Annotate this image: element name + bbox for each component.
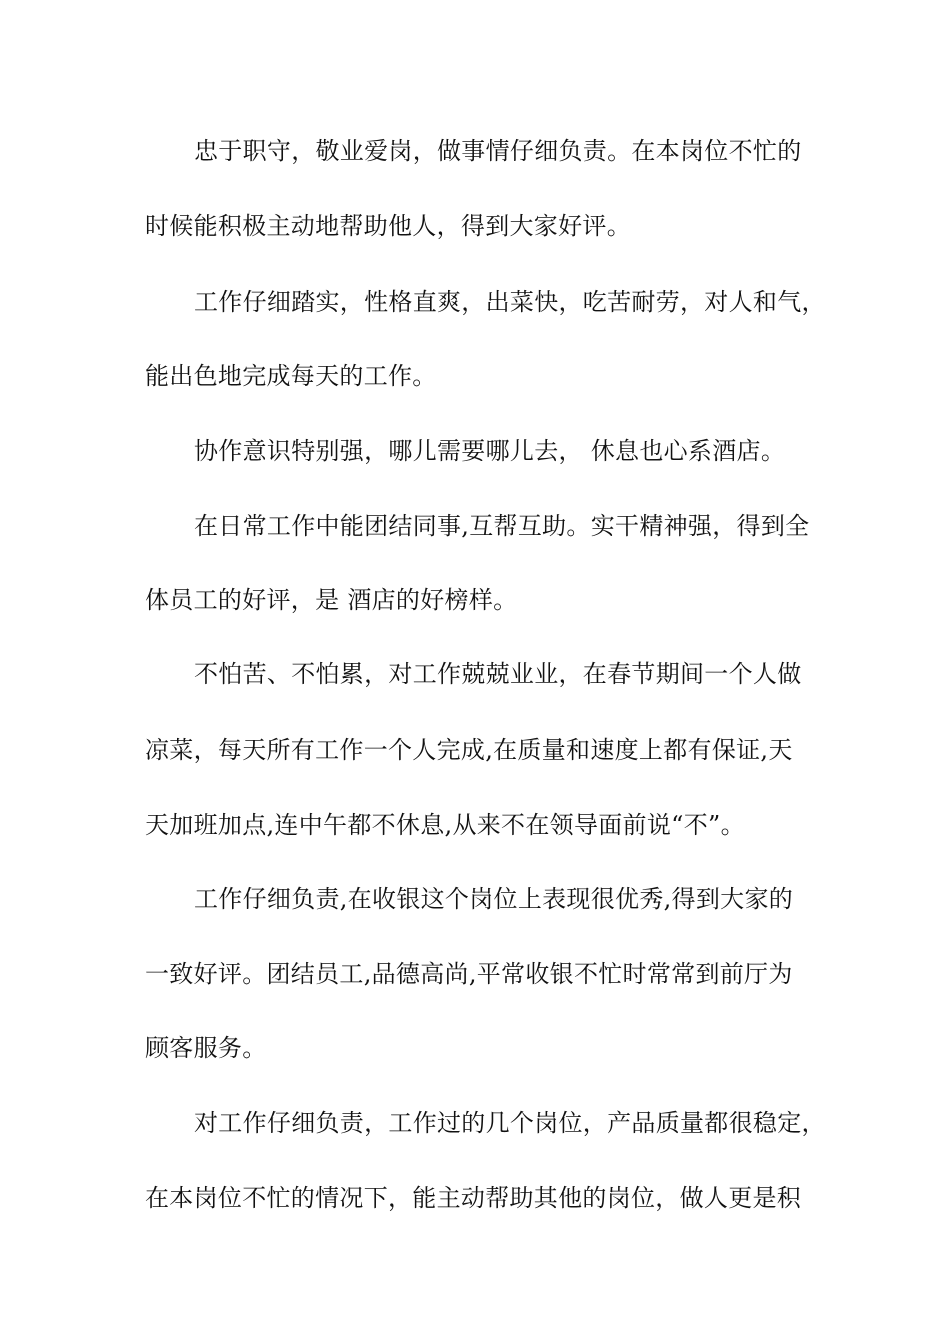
- text-line: 协作意识特别强，哪儿需要哪儿去， 休息也心系酒店。: [194, 437, 786, 465]
- text-line: 工作仔细踏实，性格直爽，出菜快，吃苦耐劳，对人和气，: [194, 288, 826, 316]
- text-line: 时候能积极主动地帮助他人，得到大家好评。: [145, 212, 631, 240]
- text-line: 顾客服务。: [145, 1034, 267, 1062]
- text-line: 对工作仔细负责，工作过的几个岗位，产品质量都很稳定，: [194, 1109, 826, 1137]
- text-line: 天加班加点,连中午都不休息,从来不在领导面前说“不”。: [145, 811, 745, 839]
- text-line: 能出色地完成每天的工作。: [145, 362, 437, 390]
- text-line: 体员工的好评，是 酒店的好榜样。: [145, 586, 518, 614]
- text-line: 工作仔细负责,在收银这个岗位上表现很优秀,得到大家的: [194, 885, 794, 913]
- text-line: 忠于职守，敬业爱岗，做事情仔细负责。在本岗位不忙的: [194, 137, 802, 165]
- text-line: 不怕苦、不怕累，对工作兢兢业业，在春节期间一个人做: [194, 660, 802, 688]
- text-line: 凉菜，每天所有工作一个人完成,在质量和速度上都有保证,天: [145, 736, 793, 764]
- text-line: 一致好评。团结员工,品德高尚,平常收银不忙时常常到前厅为: [145, 960, 793, 988]
- text-line: 在日常工作中能团结同事,互帮互助。实干精神强，得到全: [194, 512, 810, 540]
- text-line: 在本岗位不忙的情况下，能主动帮助其他的岗位，做人更是积: [145, 1184, 802, 1212]
